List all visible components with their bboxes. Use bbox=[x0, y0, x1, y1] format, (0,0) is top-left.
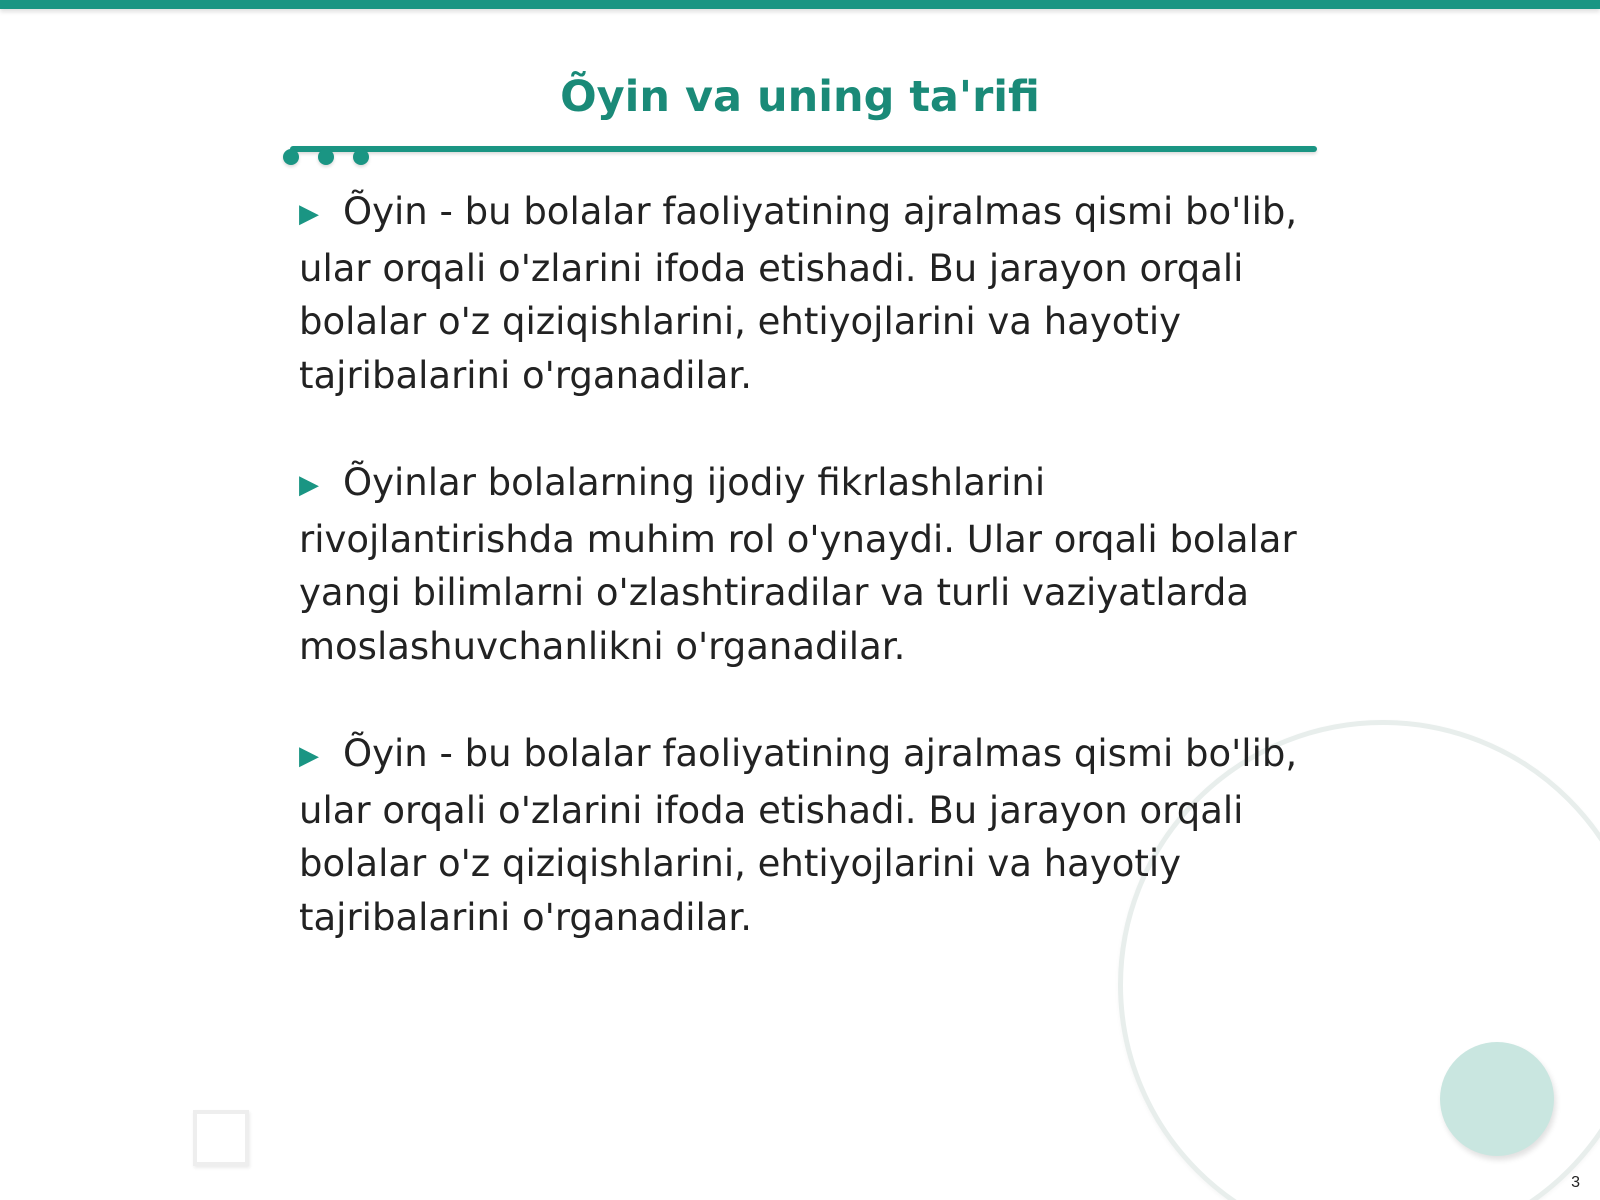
triangle-right-icon: ▶ bbox=[299, 199, 319, 229]
bullet-text: Õyin - bu bolalar faoliyatining ajralmas qismi bo'lib, ular orqali o'zlarini ifoda etishadi. Bu jarayon orqali bolalar o'z qiziqishlarini, ehtiyojlarini va hayotiy tajribalarini o'rganadilar. bbox=[299, 732, 1298, 939]
bullet-text: Õyin - bu bolalar faoliyatining ajralmas qismi bo'lib, ular orqali o'zlarini ifoda etishadi. Bu jarayon orqali bolalar o'z qiziqishlarini, ehtiyojlarini va hayotiy tajribalarini o'rganadilar. bbox=[299, 190, 1298, 397]
triangle-right-icon: ▶ bbox=[299, 470, 319, 500]
slide-title: Õyin va uning ta'rifi bbox=[560, 72, 1040, 122]
bullet-item-3 bbox=[299, 727, 1299, 944]
bullet-item-1 bbox=[299, 185, 1299, 402]
decorative-teal-circle bbox=[1440, 1042, 1554, 1156]
title-divider bbox=[290, 146, 1317, 152]
divider-dot-2 bbox=[318, 149, 334, 165]
divider-dot-1 bbox=[283, 149, 299, 165]
bullet-item-2 bbox=[299, 456, 1299, 673]
page-number: 3 bbox=[1571, 1174, 1580, 1191]
bullet-text: Õyinlar bolalarning ijodiy fikrlashlarini rivojlantirishda muhim rol o'ynaydi. Ular orqali bolalar yangi bilimlarni o'zlashtiradilar va turli vaziyatlarda moslashuvchanlikni o'rganadilar. bbox=[299, 461, 1297, 668]
triangle-right-icon: ▶ bbox=[299, 741, 319, 771]
divider-dot-3 bbox=[353, 149, 369, 165]
bullet-list bbox=[299, 185, 1299, 998]
decorative-square bbox=[193, 1110, 249, 1166]
top-accent-bar bbox=[0, 0, 1600, 9]
